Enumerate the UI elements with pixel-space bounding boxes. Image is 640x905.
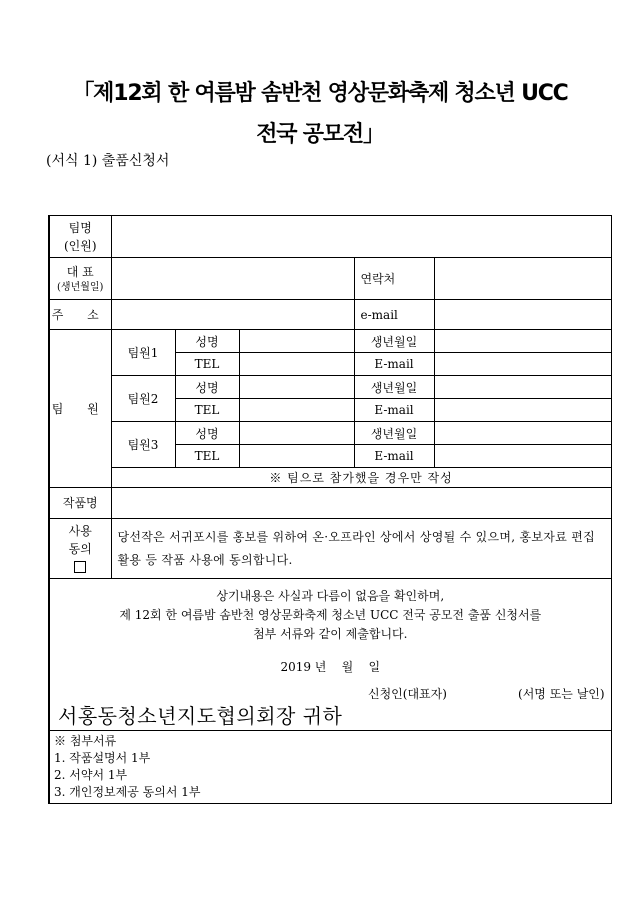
attachment-item: 1. 작품설명서 1부: [54, 751, 151, 765]
member1-email-field[interactable]: [434, 353, 611, 376]
representative-field[interactable]: [111, 258, 354, 300]
member3-birth-field[interactable]: [434, 422, 611, 445]
member2-email-field[interactable]: [434, 399, 611, 422]
member2-birth-field[interactable]: [434, 376, 611, 399]
member2-name-label: 성명: [175, 376, 239, 399]
attachments-section: [49, 731, 611, 804]
member2-tel-label: TEL: [175, 399, 239, 422]
representative-label: 대 표 (생년월일): [49, 258, 111, 300]
member1-tel-field[interactable]: [239, 353, 354, 376]
attachment-item: 3. 개인정보제공 동의서 1부: [54, 785, 201, 799]
consent-checkbox[interactable]: [74, 561, 86, 573]
addressee: 서홍동청소년지도협의회장 귀하: [58, 704, 343, 728]
contact-label: 연락처: [354, 258, 434, 300]
member1-label: 팀원1: [111, 330, 175, 376]
work-title-label: 작품명: [49, 488, 111, 519]
member2-tel-field[interactable]: [239, 399, 354, 422]
attachment-item: 2. 서약서 1부: [54, 768, 128, 782]
member2-label: 팀원2: [111, 376, 175, 422]
applicant-label: 신청인(대표자): [368, 687, 447, 701]
email-field[interactable]: [434, 300, 611, 330]
consent-text: 당선작은 서귀포시를 홍보를 위하여 온·오프라인 상에서 상영될 수 있으며, 홍보자료 편집 활용 등 작품 사용에 동의합니다.: [111, 519, 611, 579]
member2-name-field[interactable]: [239, 376, 354, 399]
member3-name-field[interactable]: [239, 422, 354, 445]
address-field[interactable]: [111, 300, 354, 330]
address-label: 주 소: [49, 300, 111, 330]
member2-email-label: E-mail: [354, 399, 434, 422]
team-note: ※ 팀으로 참가했을 경우만 작성: [111, 468, 611, 488]
team-name-field[interactable]: [111, 216, 611, 258]
work-title-field[interactable]: [111, 488, 611, 519]
member3-birth-label: 생년월일: [354, 422, 434, 445]
member1-tel-label: TEL: [175, 353, 239, 376]
form-title-line1: 「제12회 한 여름밤 솜반천 영상문화축제 청소년 UCC: [72, 81, 568, 106]
member3-tel-field[interactable]: [239, 445, 354, 468]
member3-name-label: 성명: [175, 422, 239, 445]
team-name-label: 팀명 (인원): [49, 216, 111, 258]
member1-email-label: E-mail: [354, 353, 434, 376]
declaration-section: [49, 579, 611, 731]
form-title-line2: 전국 공모전」: [256, 122, 384, 147]
submission-date: 2019 년 월 일: [280, 660, 381, 674]
consent-label: 사용 동의: [49, 519, 111, 579]
member3-email-field[interactable]: [434, 445, 611, 468]
declaration-line3: 첨부 서류와 같이 제출합니다.: [253, 627, 408, 641]
member1-name-label: 성명: [175, 330, 239, 353]
member1-birth-field[interactable]: [434, 330, 611, 353]
declaration-line2: 제 12회 한 여름밤 솜반천 영상문화축제 청소년 UCC 전국 공모전 출품 신청서를: [119, 608, 542, 622]
member3-tel-label: TEL: [175, 445, 239, 468]
attachments-header: ※ 첨부서류: [54, 734, 117, 748]
member1-birth-label: 생년월일: [354, 330, 434, 353]
signature-label: (서명 또는 날인): [518, 687, 605, 701]
application-form-table: [48, 215, 612, 804]
declaration-line1: 상기내용은 사실과 다름이 없음을 확인하며,: [216, 589, 445, 603]
email-label: e-mail: [354, 300, 434, 330]
form-number-label: (서식 1) 출품신청서: [46, 153, 170, 169]
member1-name-field[interactable]: [239, 330, 354, 353]
contact-field[interactable]: [434, 258, 611, 300]
member3-label: 팀원3: [111, 422, 175, 468]
member3-email-label: E-mail: [354, 445, 434, 468]
team-members-label: 팀 원: [49, 330, 111, 488]
member2-birth-label: 생년월일: [354, 376, 434, 399]
